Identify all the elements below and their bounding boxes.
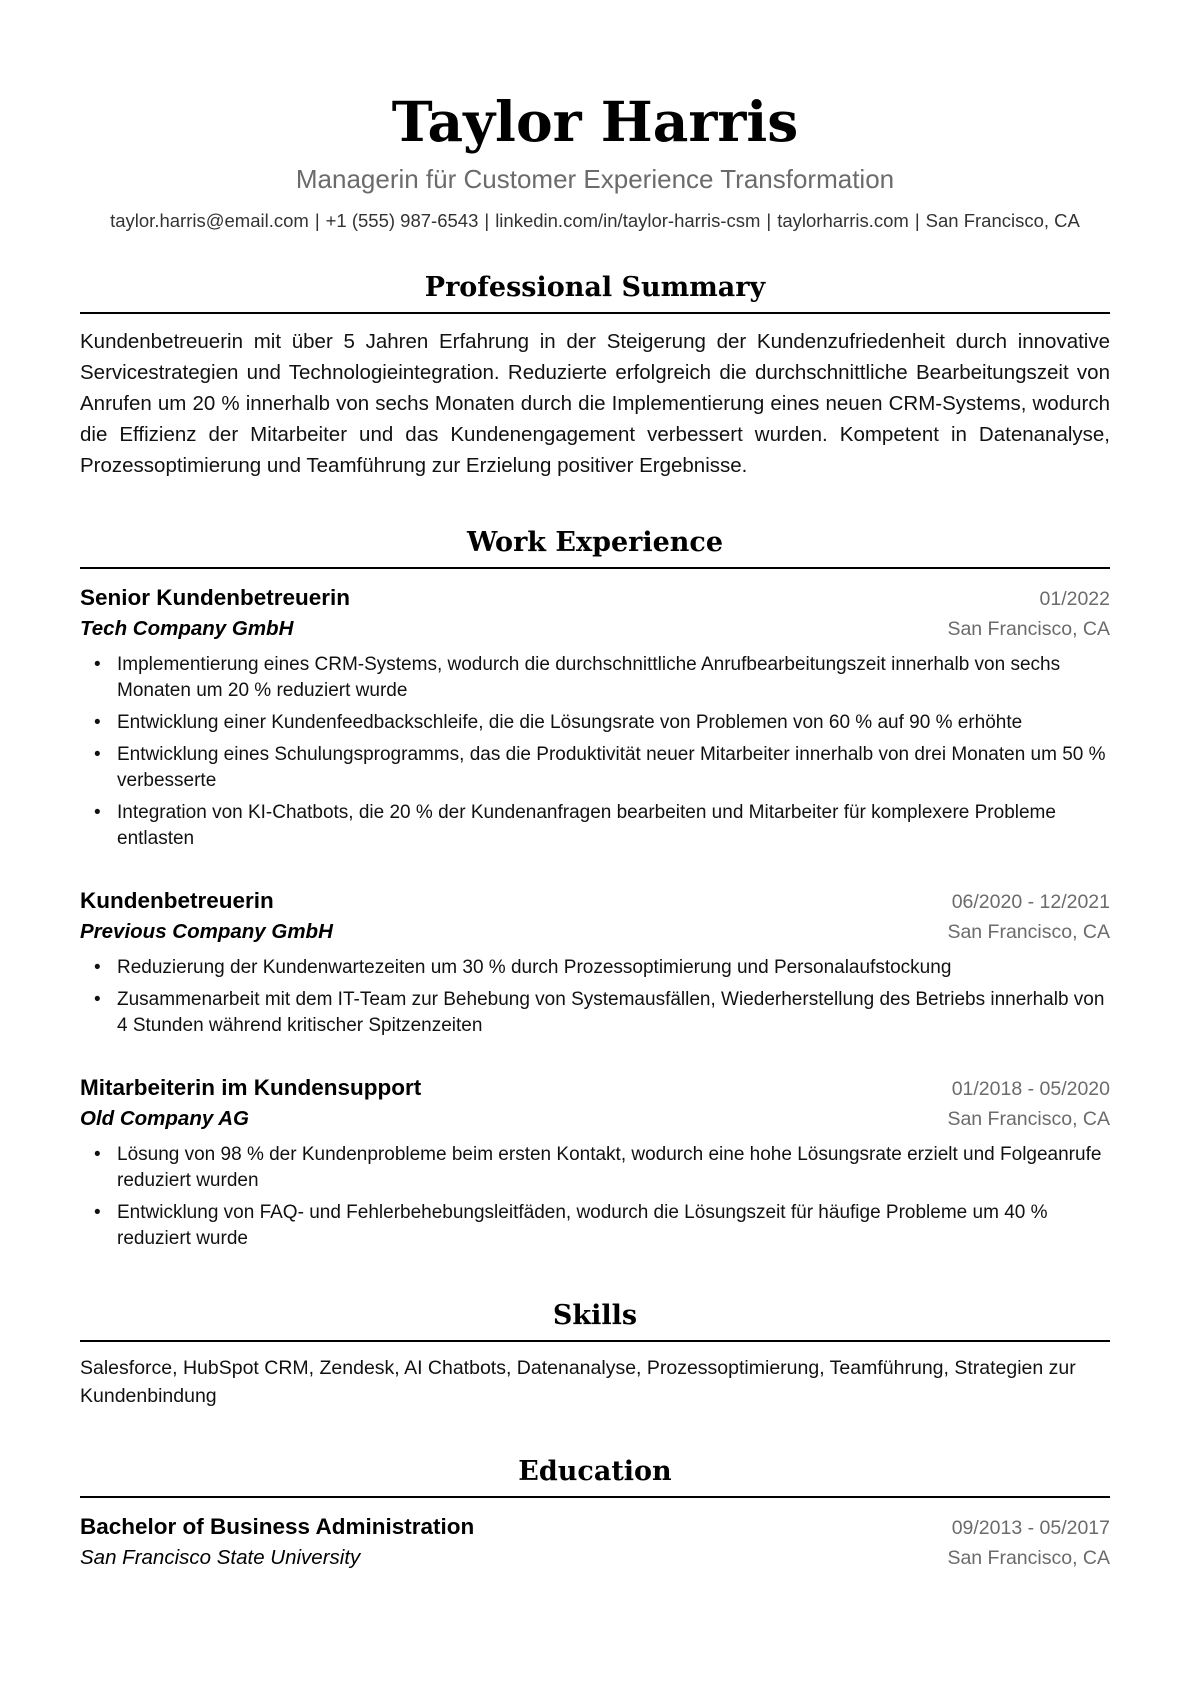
job-bullet: • Zusammenarbeit mit dem IT-Team zur Behebung von Systemausfällen, Wiederherstellung des Betriebs innerhalb von 4 Stunden während kritischer Spitzenzeiten (90, 987, 1110, 1039)
contact-linkedin[interactable]: linkedin.com/in/taylor-harris-csm (495, 210, 761, 231)
job-bullet: • Integration von KI-Chatbots, die 20 % der Kundenanfragen bearbeiten und Mitarbeiter für komplexere Probleme entlasten (90, 800, 1110, 852)
contact-line (80, 208, 1110, 234)
job-bullet: • Entwicklung von FAQ- und Fehlerbehebungsleitfäden, wodurch die Lösungszeit für häufige Probleme um 40 % reduziert wurde (90, 1200, 1110, 1252)
job-company: Old Company AG (80, 1107, 249, 1130)
resume-header (80, 0, 1110, 234)
job-bullet: • Entwicklung eines Schulungsprogramms, das die Produktivität neuer Mitarbeiter innerhalb von drei Monaten um 50 % verbesserte (90, 742, 1110, 794)
section-title-education: Education (80, 1454, 1110, 1498)
job-company: Tech Company GmbH (80, 617, 294, 640)
job-bullet: • Lösung von 98 % der Kundenprobleme beim ersten Kontakt, wodurch eine hohe Lösungsrate erzielt und Folgeanrufe reduziert wurden (90, 1142, 1110, 1194)
contact-separator: | (314, 210, 320, 231)
job-date: 01/2018 - 05/2020 (951, 1078, 1110, 1100)
education-section (80, 1454, 1110, 1573)
job-bullet: • Reduzierung der Kundenwartezeiten um 30 % durch Prozessoptimierung und Personalaufstockung (90, 955, 1110, 981)
job-entry (80, 886, 1110, 1039)
job-bullets (80, 955, 1110, 1039)
summary-text: Kundenbetreuerin mit über 5 Jahren Erfahrung in der Steigerung der Kundenzufriedenheit durch innovative Servicestrategien und Technologieintegration. Reduzierte erfolgreich die durchschnittliche Bearbeitungszeit von Anrufen um 20 % innerhalb von sechs Monaten durch die Implementierung eines neuen CRM-Systems, wodurch die Effizienz der Mitarbeiter und das Kundenengagement verbessert wurden. Kompetent in Datenanalyse, Prozessoptimierung und Teamführung zur Erzielung positiver Ergebnisse. (80, 330, 1110, 477)
section-title-summary: Professional Summary (80, 270, 1110, 314)
job-title: Mitarbeiterin im Kundensupport (80, 1075, 422, 1100)
job-date: 01/2022 (1039, 588, 1110, 610)
job-location: San Francisco, CA (947, 921, 1110, 943)
job-title: Senior Kundenbetreuerin (80, 585, 351, 610)
candidate-headline: Managerin für Customer Experience Transformation (295, 164, 895, 194)
education-header-row (80, 1512, 1110, 1543)
job-title: Kundenbetreuerin (80, 888, 274, 913)
education-location: San Francisco, CA (947, 1547, 1110, 1569)
job-entry (80, 1073, 1110, 1252)
degree-title: Bachelor of Business Administration (80, 1514, 475, 1539)
job-entry (80, 583, 1110, 852)
job-header-row (80, 1073, 1110, 1104)
candidate-name: Taylor Harris (391, 89, 799, 154)
education-entry (80, 1512, 1110, 1573)
contact-separator: | (484, 210, 490, 231)
contact-website[interactable]: taylorharris.com (777, 210, 909, 231)
experience-section (80, 525, 1110, 1252)
job-location: San Francisco, CA (947, 1108, 1110, 1130)
job-bullet: • Implementierung eines CRM-Systems, wodurch die durchschnittliche Anrufbearbeitungszeit innerhalb von sechs Monaten um 20 % reduziert wurde (90, 652, 1110, 704)
job-bullet: • Entwicklung einer Kundenfeedbackschleife, die die Lösungsrate von Problemen von 60 % auf 90 % erhöhte (90, 710, 1110, 736)
contact-separator: | (766, 210, 772, 231)
school-name: San Francisco State University (80, 1546, 361, 1569)
contact-phone[interactable]: +1 (555) 987-6543 (325, 210, 479, 231)
job-bullets (80, 1142, 1110, 1252)
contact-separator: | (914, 210, 920, 231)
education-school-row (80, 1543, 1110, 1573)
job-location: San Francisco, CA (947, 618, 1110, 640)
job-header-row (80, 583, 1110, 614)
summary-section (80, 270, 1110, 481)
job-header-row (80, 886, 1110, 917)
contact-location: San Francisco, CA (925, 210, 1080, 231)
education-date: 09/2013 - 05/2017 (951, 1517, 1110, 1539)
job-company-row (80, 1104, 1110, 1134)
job-date: 06/2020 - 12/2021 (951, 891, 1110, 913)
section-title-experience: Work Experience (80, 525, 1110, 569)
job-company-row (80, 614, 1110, 644)
job-company-row (80, 917, 1110, 947)
job-company: Previous Company GmbH (80, 920, 333, 943)
section-title-skills: Skills (80, 1298, 1110, 1342)
contact-email[interactable]: taylor.harris@email.com (110, 210, 309, 231)
skills-text: Salesforce, HubSpot CRM, Zendesk, AI Chatbots, Datenanalyse, Prozessoptimierung, Teamführung, Strategien zur Kundenbindung (80, 1357, 1076, 1407)
job-bullets (80, 652, 1110, 852)
skills-section (80, 1298, 1110, 1410)
